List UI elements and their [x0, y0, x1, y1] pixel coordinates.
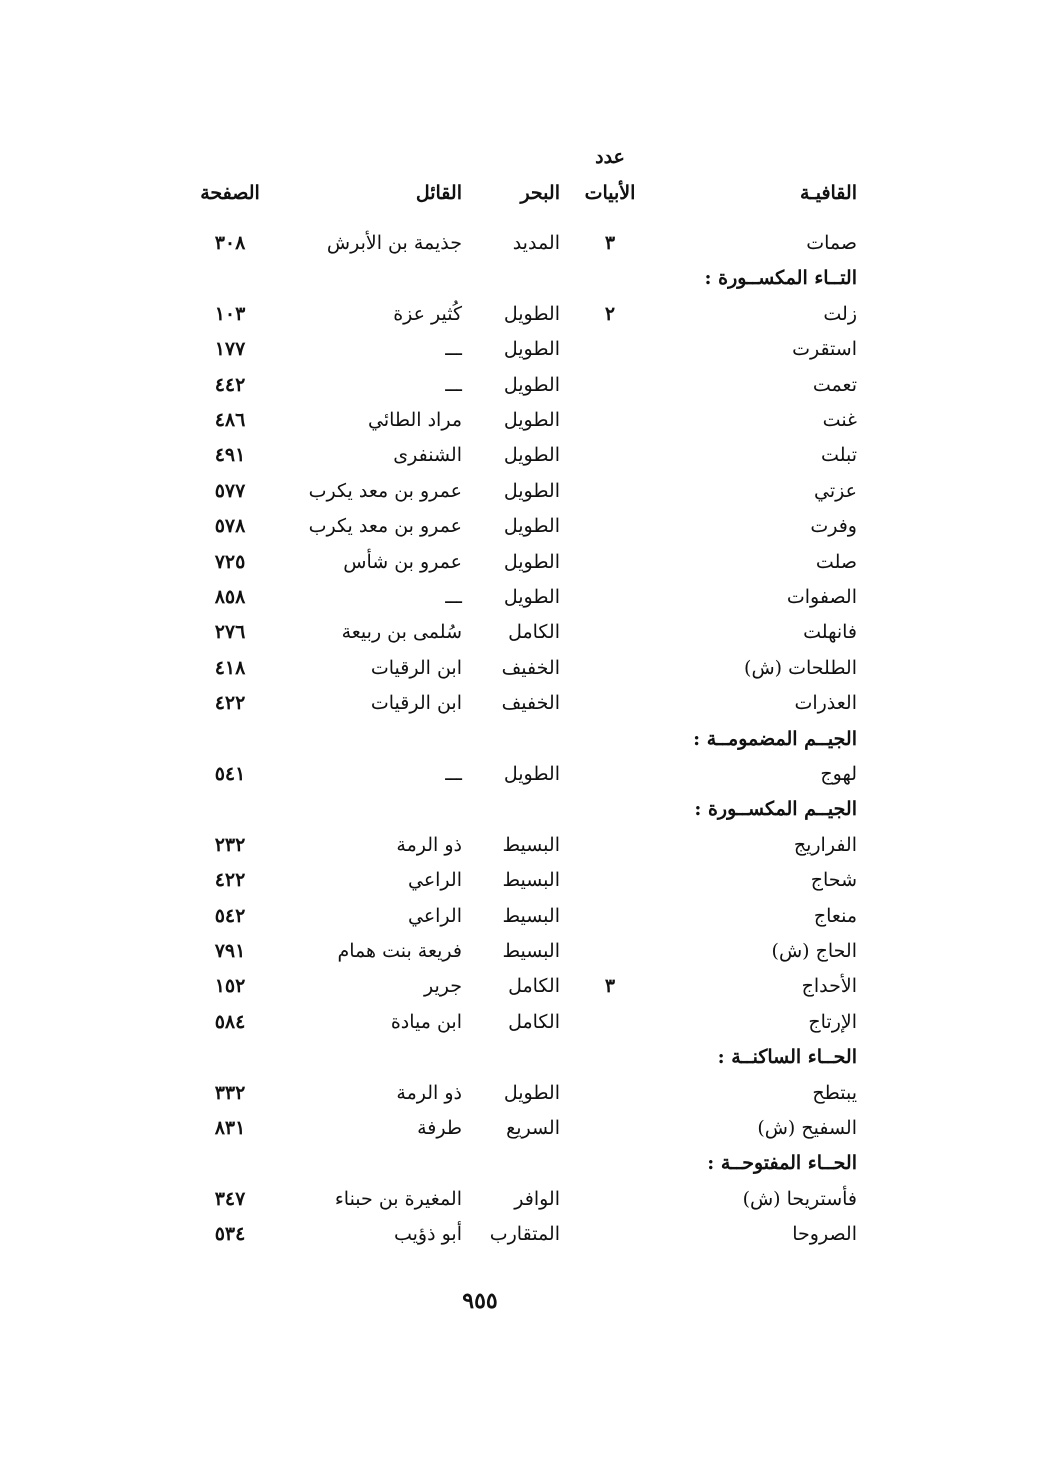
- entry-pagenum: ٥٣٤: [214, 1223, 246, 1245]
- entry-pagenum: ٢٧٦: [214, 621, 246, 643]
- entry-poet-cell: كُثير عزة: [393, 303, 462, 325]
- header-count-top: عدد: [595, 146, 625, 168]
- entry-pagenum: ٥٧٨: [214, 515, 246, 537]
- entry-meter-cell: البسيط: [502, 869, 560, 891]
- entry-meter-cell: الخفيف: [501, 657, 560, 679]
- entry-rhyme-cell: الإرتاج: [808, 1011, 857, 1033]
- entry-poet-cell: عمرو بن شأس: [343, 551, 462, 573]
- entry-rhyme-cell: غنت: [822, 409, 857, 431]
- entry-meter-cell: الطويل: [503, 515, 560, 537]
- section-heading: الجيــم المكســورة :: [694, 798, 857, 820]
- entry-poet-cell: جرير: [424, 975, 462, 997]
- entry-poet-cell: ذو الرمة: [396, 834, 462, 856]
- entry-pagenum: ٣٣٢: [214, 1082, 246, 1104]
- header-rhyme: القافيـة: [799, 182, 857, 204]
- entry-poet-cell: ـــ: [445, 763, 462, 785]
- entry-pagenum: ١٠٣: [214, 303, 246, 325]
- entry-poet-cell: ذو الرمة: [396, 1082, 462, 1104]
- entry-rhyme-cell: زلت: [823, 303, 857, 325]
- entry-poet-cell: فريعة بنت همام: [337, 940, 462, 962]
- entry-pagenum: ٨٥٨: [214, 586, 246, 608]
- section-heading: الحــاء المفتوحــة :: [707, 1152, 857, 1174]
- entry-rhyme-cell: فأستريحا (ش): [742, 1188, 857, 1210]
- entry-meter-cell: الكامل: [508, 975, 560, 997]
- entry-meter-cell: الطويل: [503, 763, 560, 785]
- entry-meter-cell: البسيط: [502, 905, 560, 927]
- entry-pagenum: ٧٢٥: [214, 551, 246, 573]
- entry-rhyme-cell: الصروحا: [792, 1223, 857, 1245]
- entry-meter-cell: الطويل: [503, 409, 560, 431]
- entry-pagenum: ٥٤٢: [214, 905, 246, 927]
- entry-meter-cell: الطويل: [503, 374, 560, 396]
- entry-rhyme-cell: لهوج: [820, 763, 857, 785]
- entry-rhyme-cell: استقرت: [792, 338, 857, 360]
- entry-rhyme-cell: العذرات: [794, 692, 857, 714]
- entry-rhyme-cell: السفيح (ش): [757, 1117, 857, 1139]
- entry-rhyme-cell: منعاج: [813, 905, 857, 927]
- entry-meter-cell: الطويل: [503, 338, 560, 360]
- entry-meter-cell: الطويل: [503, 586, 560, 608]
- entry-meter-cell: البسيط: [502, 940, 560, 962]
- entry-meter-cell: الكامل: [508, 621, 560, 643]
- header-meter: البحر: [520, 182, 560, 204]
- entry-meter-cell: المتقارب: [489, 1223, 560, 1245]
- section-heading: الحــاء الساكنــة :: [717, 1046, 857, 1068]
- entry-pagenum: ٤٨٦: [214, 409, 246, 431]
- section-heading: التــاء المكســورة :: [704, 267, 857, 289]
- entry-poet-cell: ابن الرقيات: [370, 692, 462, 714]
- entry-poet-cell: ابن ميادة: [390, 1011, 462, 1033]
- entry-pagenum: ٥٤١: [214, 763, 246, 785]
- entry-pagenum: ١٥٢: [214, 975, 246, 997]
- entry-rhyme-cell: تعمت: [812, 374, 857, 396]
- entry-pagenum: ٤٩١: [214, 444, 246, 466]
- entry-poet-cell: عمرو بن معد يكرب: [308, 480, 462, 502]
- entry-rhyme-cell: صمات: [806, 232, 857, 254]
- header-page: الصفحة: [200, 182, 260, 204]
- entry-poet-cell: أبو ذؤيب: [393, 1223, 462, 1245]
- entry-poet-cell: ـــ: [445, 338, 462, 360]
- entry-poet-cell: طرفة: [417, 1117, 462, 1139]
- entry-rhyme-cell: فانهلت: [803, 621, 857, 643]
- entry-poet-cell: الراعي: [407, 869, 462, 891]
- entry-rhyme-cell: تبلت: [821, 444, 857, 466]
- entry-pagenum: ٤٤٢: [214, 374, 246, 396]
- entry-pagenum: ١٧٧: [214, 338, 246, 360]
- entry-rhyme-cell: الصفوات: [786, 586, 857, 608]
- entry-meter-cell: الكامل: [508, 1011, 560, 1033]
- entry-count-cell: ٣: [604, 975, 616, 997]
- entry-poet-cell: عمرو بن معد يكرب: [308, 515, 462, 537]
- entry-meter-cell: الطويل: [503, 551, 560, 573]
- entry-pagenum: ٤٢٢: [214, 869, 246, 891]
- entry-poet-cell: الشنفرى: [393, 444, 462, 466]
- entry-poet-cell: ابن الرقيات: [370, 657, 462, 679]
- header-poet: القائل: [415, 182, 462, 204]
- entry-meter-cell: الخفيف: [501, 692, 560, 714]
- entry-pagenum: ٧٩١: [214, 940, 246, 962]
- entry-poet-cell: ـــ: [445, 374, 462, 396]
- entry-rhyme-cell: صلت: [815, 551, 857, 573]
- entry-pagenum: ٢٣٢: [214, 834, 246, 856]
- entry-pagenum: ٣٤٧: [214, 1188, 246, 1210]
- entry-meter-cell: الطويل: [503, 444, 560, 466]
- entry-meter-cell: الطويل: [503, 303, 560, 325]
- entry-pagenum: ٥٨٤: [214, 1011, 246, 1033]
- entry-rhyme-cell: الطلحات (ش): [744, 657, 857, 679]
- entry-pagenum: ٥٧٧: [214, 480, 246, 502]
- entry-rhyme-cell: الأحداج: [801, 975, 857, 997]
- entry-rhyme-cell: وفرت: [810, 515, 857, 537]
- entry-pagenum: ٣٠٨: [214, 232, 246, 254]
- entry-meter-cell: المديد: [512, 232, 560, 254]
- entry-poet-cell: سُلمى بن ربيعة: [341, 621, 462, 643]
- entry-rhyme-cell: الحاج (ش): [771, 940, 857, 962]
- entry-rhyme-cell: شحاج: [810, 869, 857, 891]
- entry-poet-cell: مراد الطائي: [367, 409, 462, 431]
- entry-pagenum: ٤٢٢: [214, 692, 246, 714]
- entry-pagenum: ٤١٨: [214, 657, 246, 679]
- entry-pagenum: ٨٣١: [214, 1117, 246, 1139]
- entry-poet-cell: جذيمة بن الأبرش: [326, 232, 462, 254]
- entry-poet-cell: الراعي: [407, 905, 462, 927]
- header-count-bottom: الأبيات: [584, 182, 636, 204]
- entry-poet-cell: المغيرة بن حبناء: [334, 1188, 462, 1210]
- section-heading: الجيــم المضمومــة :: [693, 728, 857, 750]
- entry-count-cell: ٢: [604, 303, 616, 325]
- entry-rhyme-cell: يبتطح: [812, 1082, 857, 1104]
- entry-rhyme-cell: الفراريج: [793, 834, 857, 856]
- entry-count-cell: ٣: [604, 232, 616, 254]
- entry-meter-cell: الطويل: [503, 480, 560, 502]
- entry-meter-cell: الوافر: [514, 1188, 560, 1210]
- entry-poet-cell: ـــ: [445, 586, 462, 608]
- page-number-footer: ٩٥٥: [462, 1288, 498, 1314]
- entry-meter-cell: البسيط: [502, 834, 560, 856]
- entry-meter-cell: الطويل: [503, 1082, 560, 1104]
- entry-meter-cell: السريع: [506, 1117, 560, 1139]
- entry-rhyme-cell: عزتي: [814, 480, 857, 502]
